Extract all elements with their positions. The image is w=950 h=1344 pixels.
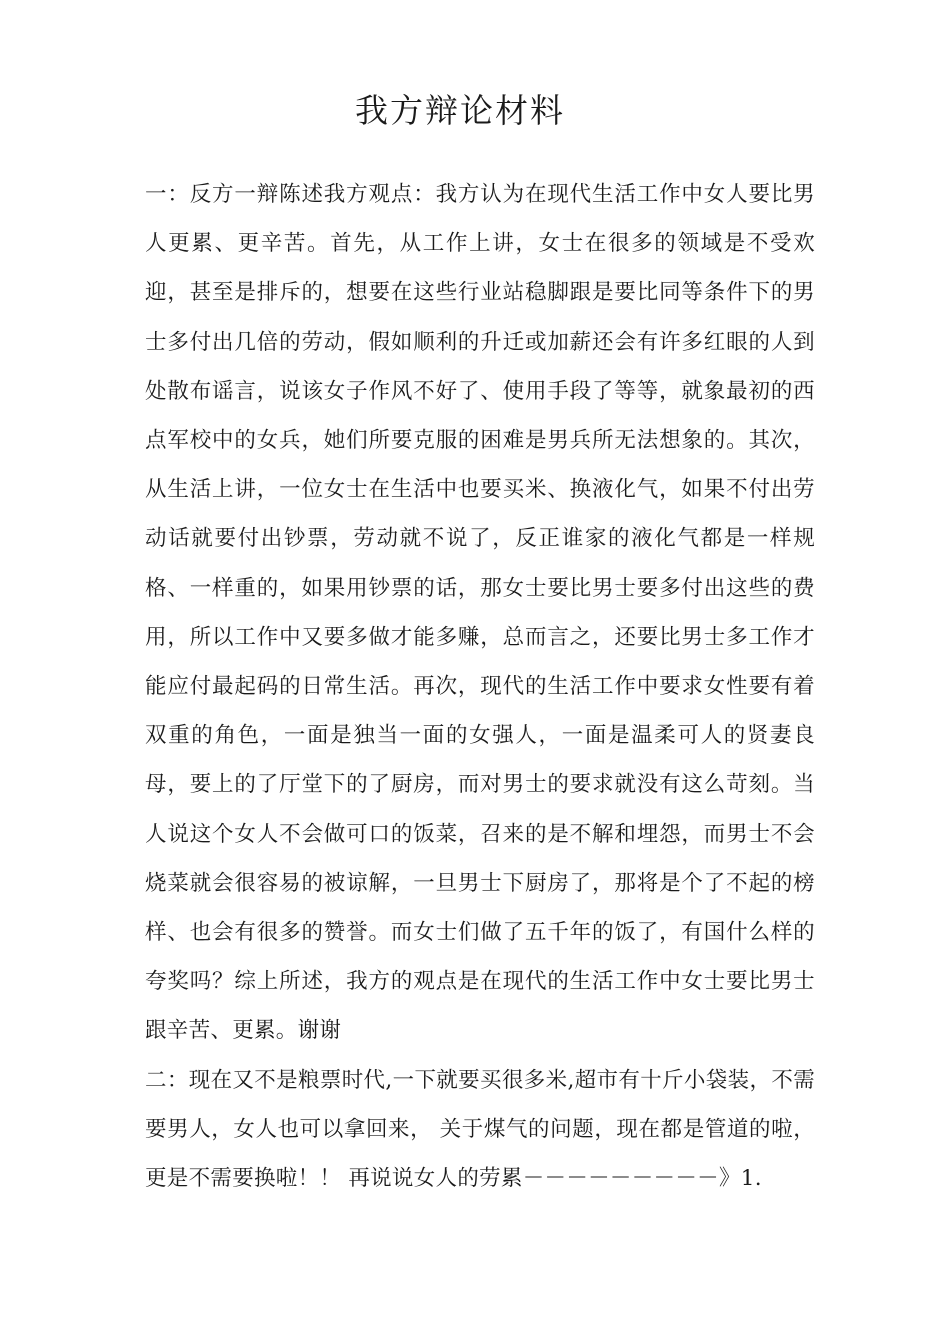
document-body — [145, 170, 815, 1203]
paragraph-1: 一：反方一辩陈述我方观点：我方认为在现代生活工作中女人要比男人更累、更辛苦。首先，从工作上讲，女士在很多的领域是不受欢迎，甚至是排斥的，想要在这些行业站稳脚跟是要比同等条件下的男士多付出几倍的劳动，假如顺利的升迁或加薪还会有许多红眼的人到处散布谣言，说该女子作风不好了、使用手段了等等，就象最初的西点军校中的女兵，她们所要克服的困难是男兵所无法想象的。其次，从生活上讲，一位女士在生活中也要买米、换液化气，如果不付出劳动话就要付出钞票，劳动就不说了，反正谁家的液化气都是一样规格、一样重的，如果用钞票的话，那女士要比男士要多付出这些的费用，所以工作中又要多做才能多赚，总而言之，还要比男士多工作才能应付最起码的日常生活。再次，现代的生活工作中要求女性要有着双重的角色，一面是独当一面的女强人，一面是温柔可人的贤妻良母，要上的了厅堂下的了厨房，而对男士的要求就没有这么苛刻。当人说这个女人不会做可口的饭菜，召来的是不解和埋怨，而男士不会烧菜就会很容易的被谅解，一旦男士下厨房了，那将是个了不起的榜样、也会有很多的赞誉。而女士们做了五千年的饭了，有国什么样的夸奖吗？综上所述，我方的观点是在现代的生活工作中女士要比男士跟辛苦、更累。谢谢 — [145, 182, 815, 1044]
paragraph-2: 二：现在又不是粮票时代,一下就要买很多米,超市有十斤小袋装，不需要男人，女人也可以拿回来， 关于煤气的问题，现在都是管道的啦，更是不需要换啦！！ 再说说女人的劳累－－－－－－－－－》1. — [145, 1067, 815, 1192]
document-title: 我方辩论材料 — [355, 91, 565, 130]
